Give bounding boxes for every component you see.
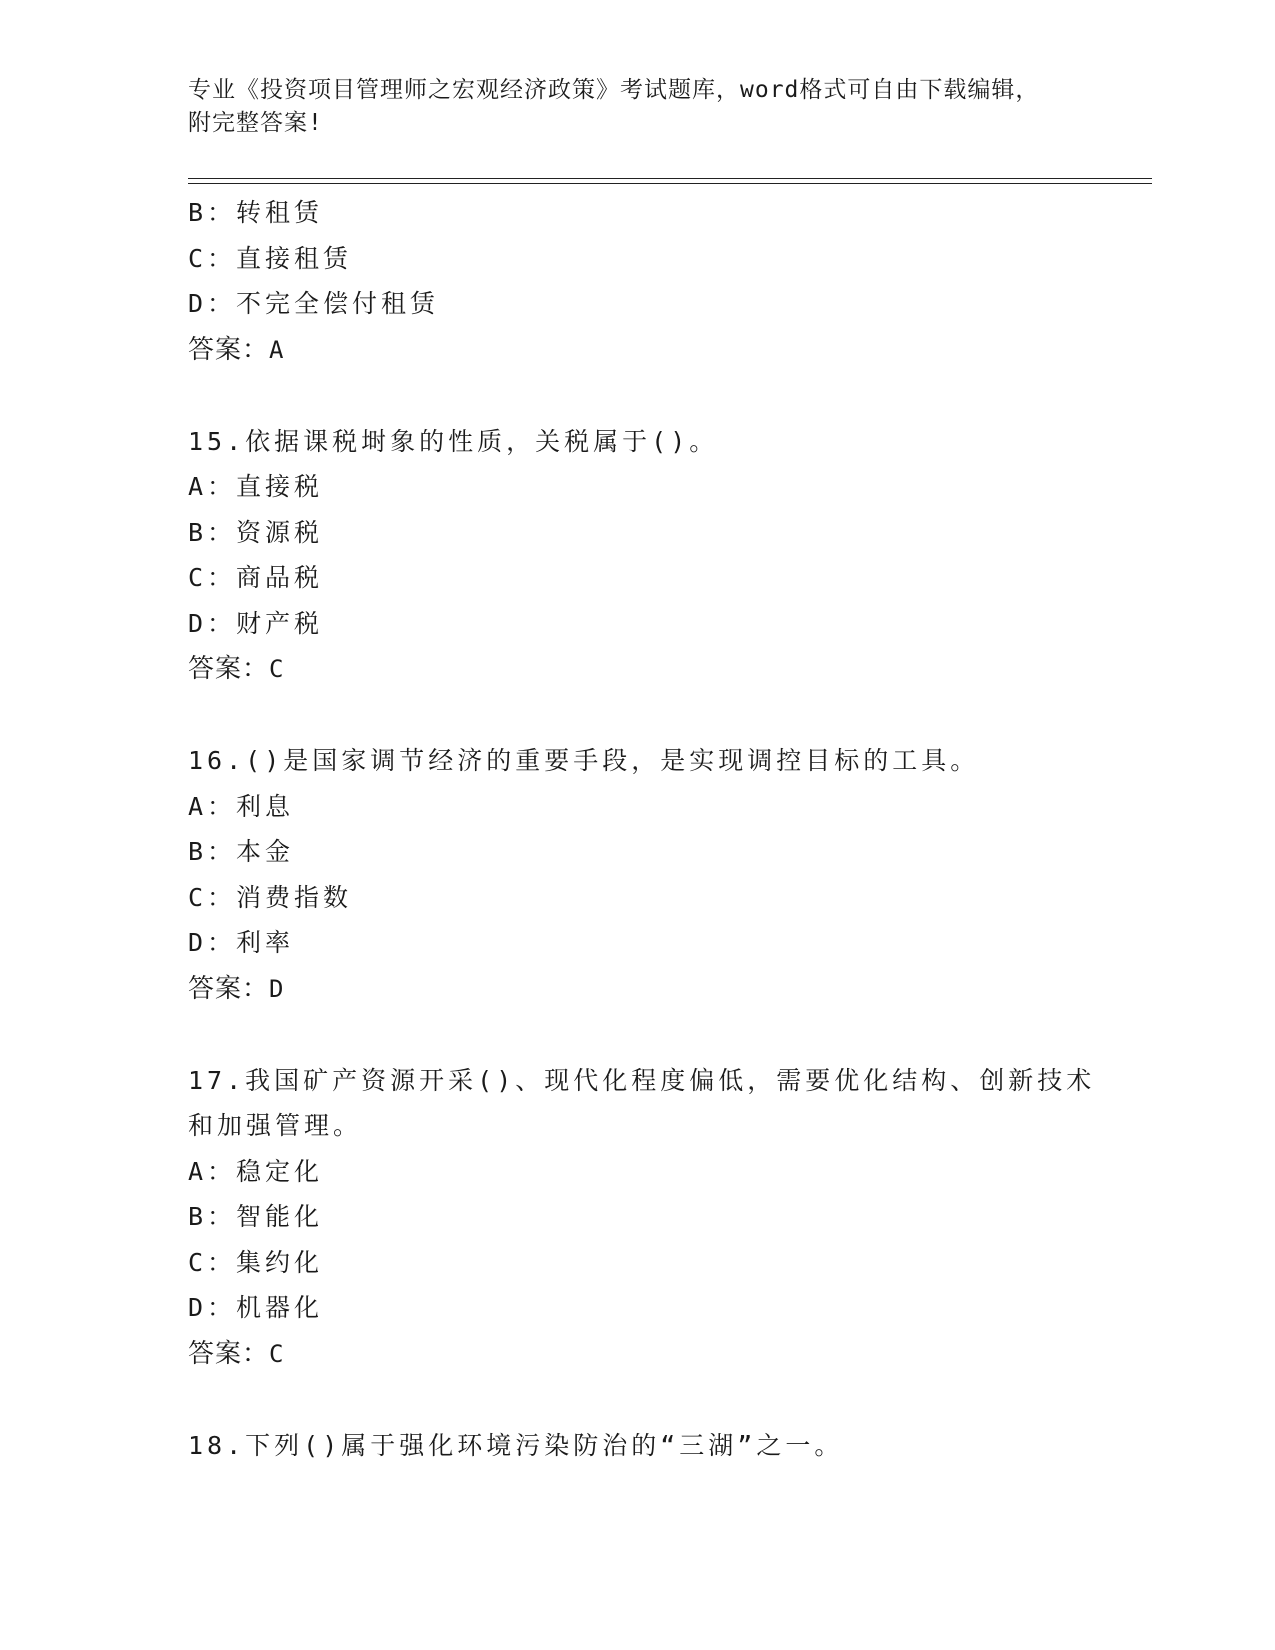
option-a: A：利息: [188, 791, 295, 821]
answer-value: C: [269, 1339, 285, 1368]
question-stem: 18.下列()属于强化环境污染防治的“三湖”之一。: [188, 1430, 844, 1460]
answer-label: 答案：: [188, 334, 270, 365]
question-stem-line-2: 和加强管理。: [188, 1111, 363, 1140]
question-stem: 15.依据课税埘象的性质，关税属于()。: [188, 426, 719, 456]
option-c: C：商品税: [188, 563, 324, 592]
answer-value: A: [269, 335, 285, 364]
question-14-continued: [188, 190, 1088, 373]
question-15: [188, 419, 1088, 693]
answer-value: D: [269, 974, 285, 1003]
header-line-1: 专业《投资项目管理师之宏观经济政策》考试题库，word格式可自由下载编辑，: [188, 77, 1040, 103]
option-c: C：直接租赁: [188, 243, 353, 273]
question-stem: 16.()是国家调节经济的重要手段，是实现调控目标的工具。: [188, 746, 980, 775]
option-d: D：机器化: [188, 1293, 324, 1322]
option-d: D：不完全偿付租赁: [188, 289, 440, 318]
option-c: C：消费指数: [188, 882, 353, 912]
header-divider-bottom: [188, 183, 1152, 184]
option-b: B：转租赁: [188, 198, 324, 227]
option-d: D：财产税: [188, 608, 324, 638]
header-divider-top: [188, 178, 1152, 179]
question-17: [188, 1058, 1096, 1377]
question-list: [188, 190, 1096, 1468]
answer-line: [188, 327, 1088, 373]
option-a: A：直接税: [188, 472, 324, 501]
question-18: [188, 1423, 1088, 1469]
option-a: A：稳定化: [188, 1156, 324, 1186]
answer-label: 答案：: [188, 973, 270, 1004]
answer-label: 答案：: [188, 1338, 270, 1369]
question-16: [188, 738, 1088, 1012]
document-header: [188, 74, 1088, 140]
option-d: D：利率: [188, 928, 295, 957]
answer-line: [188, 966, 1088, 1012]
answer-label: 答案：: [188, 654, 270, 684]
answer-value: C: [269, 655, 285, 683]
option-b: B：资源税: [188, 517, 324, 547]
option-b: B：智能化: [188, 1202, 324, 1231]
header-line-2: 附完整答案!: [188, 110, 323, 136]
answer-line: [188, 646, 1088, 692]
answer-line: [188, 1331, 1088, 1377]
option-b: B：本金: [188, 837, 295, 866]
option-c: C：集约化: [188, 1247, 324, 1277]
question-stem-line-1: 17.我国矿产资源开采()、现代化程度偏低，需要优化结构、创新技术: [188, 1065, 1096, 1095]
